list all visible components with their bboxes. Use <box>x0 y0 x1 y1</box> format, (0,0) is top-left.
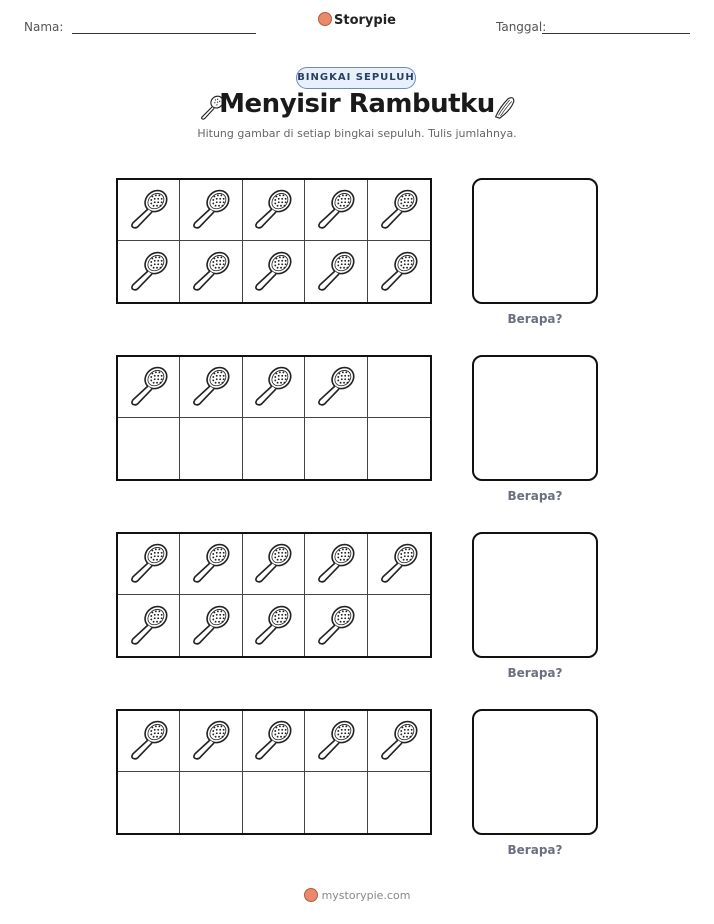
ten-frame-cell <box>368 711 430 772</box>
ten-frame-cell <box>180 241 242 302</box>
hairbrush-icon <box>250 247 296 297</box>
hairbrush-icon <box>188 185 234 235</box>
ten-frame-cell <box>305 241 367 302</box>
ten-frame-cell <box>368 534 430 595</box>
hairbrush-icon <box>376 716 422 766</box>
instructions: Hitung gambar di setiap bingkai sepuluh. Tulis jumlahnya. <box>197 127 517 140</box>
hairbrush-icon <box>313 539 359 589</box>
hairbrush-icon <box>126 362 172 412</box>
hairbrush-icon <box>188 362 234 412</box>
hairbrush-icon <box>188 716 234 766</box>
ten-frame-cell <box>180 534 242 595</box>
page-title: Menyisir Rambutku <box>219 89 495 119</box>
hairbrush-icon <box>188 247 234 297</box>
ten-frame-cell <box>368 180 430 241</box>
ten-frame-cell <box>305 595 367 656</box>
hairbrush-icon <box>188 539 234 589</box>
footer-url[interactable]: mystorypie.com <box>321 889 411 902</box>
hairbrush-icon <box>376 185 422 235</box>
hairbrush-icon <box>126 185 172 235</box>
answer-prompt: Berapa? <box>507 843 563 857</box>
ten-frame-cell <box>180 711 242 772</box>
ten-frame-cell <box>368 595 430 656</box>
ten-frame <box>116 178 432 304</box>
answer-prompt: Berapa? <box>507 666 563 680</box>
name-line[interactable] <box>72 33 256 34</box>
ten-frame-cell <box>305 180 367 241</box>
hairbrush-icon <box>250 601 296 651</box>
answer-prompt: Berapa? <box>507 312 563 326</box>
hairbrush-icon <box>250 716 296 766</box>
hairbrush-icon <box>250 185 296 235</box>
ten-frame-cell <box>305 534 367 595</box>
answer-box[interactable] <box>472 178 598 304</box>
hairbrush-icon <box>188 601 234 651</box>
hairbrush-icon <box>313 716 359 766</box>
ten-frame-cell <box>368 241 430 302</box>
ten-frame-cell <box>180 180 242 241</box>
hairbrush-icon <box>376 539 422 589</box>
brand-name: Storypie <box>334 13 396 28</box>
hairbrush-icon <box>126 247 172 297</box>
ten-frame-cell <box>243 418 305 479</box>
hairbrush-icon <box>250 362 296 412</box>
hairbrush-icon <box>126 601 172 651</box>
ten-frame-cell <box>118 180 180 241</box>
ten-frame-cell <box>180 357 242 418</box>
ten-frame-cell <box>243 241 305 302</box>
storypie-logo-icon <box>304 888 318 902</box>
ten-frame-cell <box>118 418 180 479</box>
ten-frame-cell <box>368 772 430 833</box>
ten-frame-cell <box>368 357 430 418</box>
ten-frame-cell <box>118 711 180 772</box>
ten-frame <box>116 709 432 835</box>
ten-frame-cell <box>180 772 242 833</box>
date-label: Tanggal: <box>496 20 547 34</box>
ten-frame-cell <box>305 418 367 479</box>
date-line[interactable] <box>542 33 690 34</box>
ten-frame-cell <box>305 772 367 833</box>
hairbrush-icon <box>376 247 422 297</box>
answer-box[interactable] <box>472 532 598 658</box>
category-badge: BINGKAI SEPULUH <box>296 67 416 89</box>
ten-frame-cell <box>118 241 180 302</box>
footer <box>0 888 714 902</box>
ten-frame-cell <box>305 711 367 772</box>
ten-frame-cell <box>118 772 180 833</box>
ten-frame-cell <box>118 357 180 418</box>
hair-lock-icon <box>490 93 518 121</box>
ten-frame-cell <box>180 418 242 479</box>
ten-frame-cell <box>243 595 305 656</box>
ten-frame-cell <box>243 357 305 418</box>
ten-frame-cell <box>243 772 305 833</box>
ten-frame-cell <box>243 711 305 772</box>
answer-box[interactable] <box>472 709 598 835</box>
ten-frame <box>116 355 432 481</box>
ten-frame-cell <box>368 418 430 479</box>
hairbrush-icon <box>313 601 359 651</box>
hairbrush-icon <box>313 362 359 412</box>
ten-frame-cell <box>243 180 305 241</box>
hairbrush-icon <box>250 539 296 589</box>
brand-logo <box>0 12 714 28</box>
hairbrush-icon <box>313 247 359 297</box>
name-label: Nama: <box>24 20 64 34</box>
ten-frame-cell <box>118 534 180 595</box>
ten-frame-cell <box>118 595 180 656</box>
answer-box[interactable] <box>472 355 598 481</box>
ten-frame-cell <box>180 595 242 656</box>
hairbrush-icon <box>126 539 172 589</box>
ten-frame <box>116 532 432 658</box>
hairbrush-icon <box>126 716 172 766</box>
ten-frame-cell <box>243 534 305 595</box>
hairbrush-icon <box>313 185 359 235</box>
ten-frame-cell <box>305 357 367 418</box>
answer-prompt: Berapa? <box>507 489 563 503</box>
storypie-logo-icon <box>318 12 332 26</box>
